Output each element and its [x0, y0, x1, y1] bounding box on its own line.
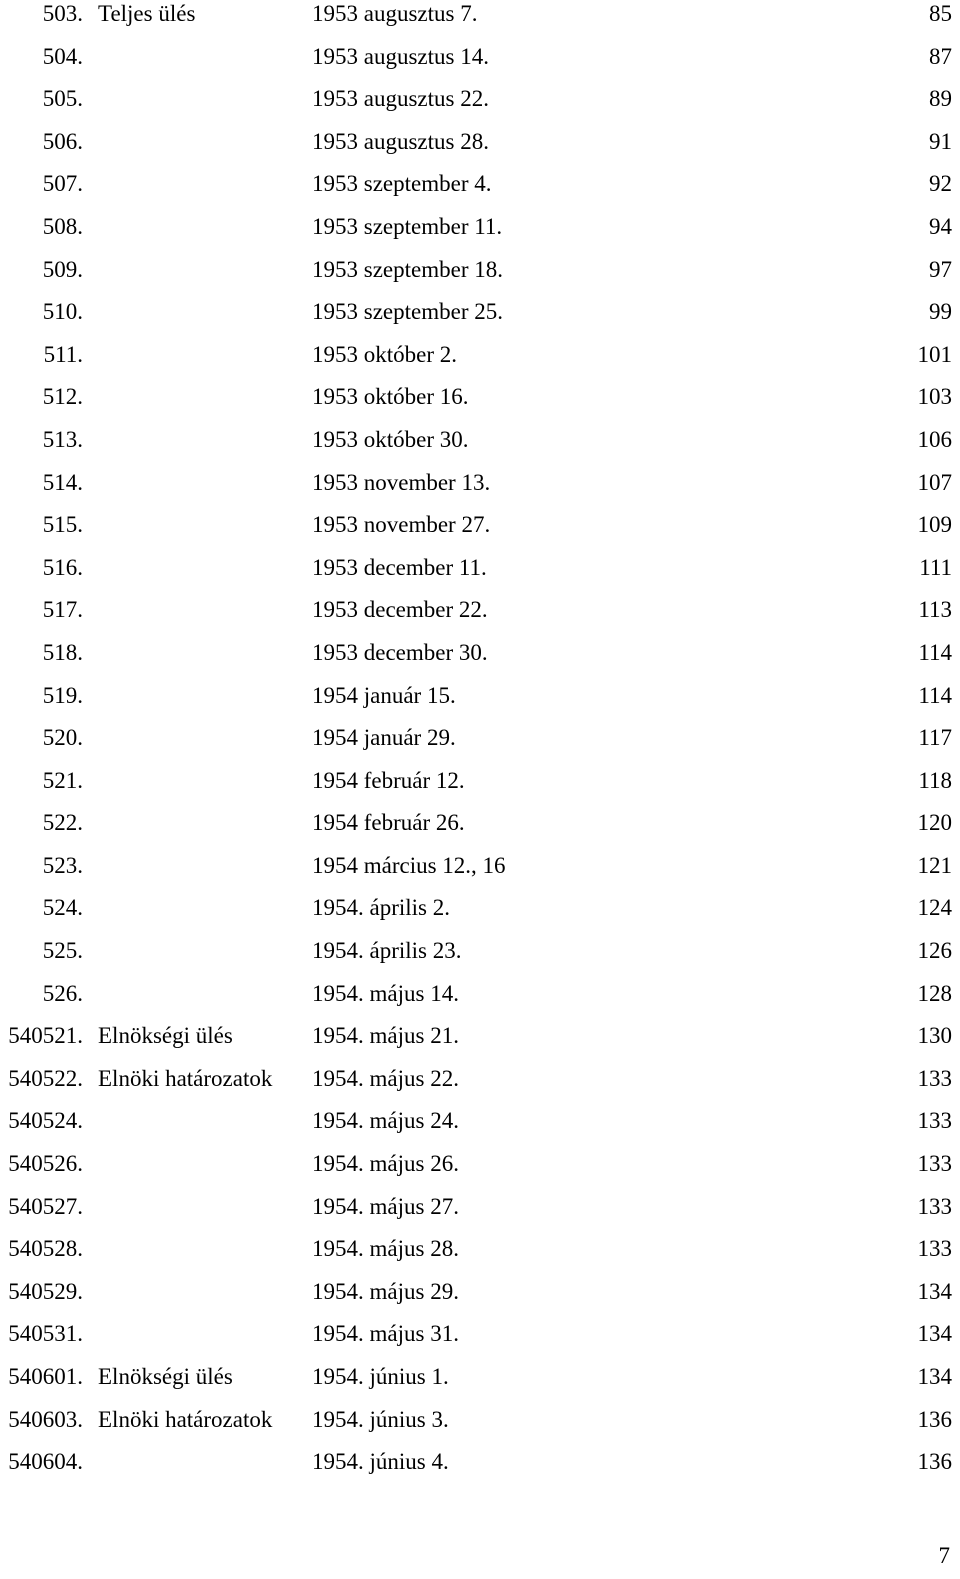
- session-date: 1953 december 11.: [312, 554, 487, 580]
- entry-number: 521.: [42, 767, 83, 793]
- session-date: 1954. május 24.: [312, 1108, 459, 1134]
- toc-row: [0, 469, 960, 512]
- entry-number: 526.: [42, 980, 83, 1006]
- toc-row: [0, 170, 960, 213]
- page-reference: 99: [929, 299, 952, 325]
- page-reference: 113: [918, 597, 952, 623]
- page-reference: 101: [917, 341, 952, 367]
- session-date: 1953 október 16.: [312, 384, 469, 410]
- page-reference: 85: [929, 1, 952, 26]
- toc-row: [0, 1150, 960, 1193]
- toc-row: [0, 383, 960, 426]
- session-date: 1953 augusztus 14.: [312, 43, 489, 69]
- page-reference: 128: [917, 980, 952, 1006]
- page-reference: 134: [917, 1321, 952, 1347]
- toc-row: [0, 298, 960, 341]
- session-date: 1954. május 28.: [312, 1236, 459, 1262]
- session-type: Elnöki határozatok: [98, 1406, 273, 1432]
- toc-row: [0, 1278, 960, 1321]
- entry-number: 512.: [42, 384, 83, 410]
- session-date: 1954. június 4.: [312, 1449, 449, 1475]
- page-reference: 91: [929, 128, 952, 154]
- page-reference: 109: [917, 512, 952, 538]
- session-date: 1953 augusztus 7.: [312, 1, 478, 26]
- page-reference: 133: [917, 1151, 952, 1177]
- session-date: 1954 január 29.: [312, 725, 456, 751]
- page-reference: 133: [917, 1193, 952, 1219]
- toc-row: [0, 682, 960, 725]
- page-reference: 92: [929, 171, 952, 197]
- page-reference: 120: [917, 810, 952, 836]
- session-type: Elnökségi ülés: [98, 1023, 233, 1049]
- toc-row: [0, 852, 960, 895]
- page-reference: 134: [917, 1278, 952, 1304]
- entry-number: 511.: [43, 341, 83, 367]
- toc-row: [0, 1320, 960, 1363]
- toc-row: [0, 937, 960, 980]
- entry-number: 540521.: [8, 1023, 83, 1049]
- page-reference: 136: [917, 1449, 952, 1475]
- page-reference: 121: [917, 852, 952, 878]
- session-date: 1953 augusztus 22.: [312, 86, 489, 112]
- session-date: 1954 február 26.: [312, 810, 465, 836]
- toc-row: [0, 596, 960, 639]
- session-date: 1953 december 22.: [312, 597, 488, 623]
- toc-row: [0, 1406, 960, 1449]
- toc-row: [0, 554, 960, 597]
- toc-row: [0, 1107, 960, 1150]
- session-date: 1954. május 27.: [312, 1193, 459, 1219]
- session-date: 1954 január 15.: [312, 682, 456, 708]
- page-reference: 89: [929, 86, 952, 112]
- page-reference: 117: [918, 725, 952, 751]
- page-reference: 133: [917, 1236, 952, 1262]
- entry-number: 508.: [42, 213, 83, 239]
- toc-row: [0, 1193, 960, 1236]
- entry-number: 525.: [42, 938, 83, 964]
- page-reference: 94: [929, 213, 952, 239]
- page-reference: 103: [917, 384, 952, 410]
- page-reference: 130: [917, 1023, 952, 1049]
- toc-row: [0, 639, 960, 682]
- session-type: Teljes ülés: [98, 1, 196, 26]
- entry-number: 540528.: [8, 1236, 83, 1262]
- entry-number: 518.: [42, 639, 83, 665]
- session-date: 1953 augusztus 28.: [312, 128, 489, 154]
- session-type: Elnökségi ülés: [98, 1364, 233, 1389]
- session-date: 1954. május 29.: [312, 1278, 459, 1304]
- session-date: 1954. június 3.: [312, 1406, 449, 1432]
- toc-row: [0, 1235, 960, 1278]
- page-reference: 126: [917, 938, 952, 964]
- page-reference: 124: [917, 895, 952, 921]
- session-date: 1953 szeptember 4.: [312, 171, 492, 197]
- toc-row: [0, 128, 960, 171]
- session-date: 1953 október 2.: [312, 341, 458, 367]
- session-date: 1954 február 12.: [312, 767, 465, 793]
- page-reference: 107: [917, 469, 952, 495]
- page-number: 7: [938, 1543, 950, 1568]
- entry-number: 524.: [42, 895, 83, 921]
- session-date: 1953 szeptember 18.: [312, 256, 503, 282]
- page-reference: 134: [917, 1364, 952, 1389]
- session-date: 1953 december 30.: [312, 639, 488, 665]
- toc-row: [0, 511, 960, 554]
- entry-number: 509.: [42, 256, 83, 282]
- session-date: 1954. május 14.: [312, 980, 459, 1006]
- entry-number: 507.: [42, 171, 83, 197]
- toc-row: [0, 809, 960, 852]
- entry-number: 540601.: [8, 1364, 83, 1389]
- session-date: 1954. április 23.: [312, 938, 462, 964]
- page-reference: 133: [917, 1108, 952, 1134]
- session-date: 1954. május 22.: [312, 1065, 459, 1091]
- entry-number: 540524.: [8, 1108, 83, 1134]
- entry-number: 513.: [42, 426, 83, 452]
- toc-row: [0, 85, 960, 128]
- session-date: 1954 március 12., 16: [312, 852, 506, 878]
- entry-number: 503.: [42, 1, 83, 26]
- toc-row: [0, 724, 960, 767]
- page-reference: 111: [919, 554, 952, 580]
- page-reference: 114: [918, 682, 952, 708]
- entry-number: 540529.: [8, 1278, 83, 1304]
- entry-number: 516.: [42, 554, 83, 580]
- toc-row: [0, 1022, 960, 1065]
- page-reference: 133: [917, 1065, 952, 1091]
- session-date: 1954. április 2.: [312, 895, 450, 921]
- entry-number: 540603.: [8, 1406, 83, 1432]
- session-date: 1954. május 31.: [312, 1321, 459, 1347]
- entry-number: 506.: [42, 128, 83, 154]
- toc-row: [0, 1065, 960, 1108]
- session-date: 1953 november 27.: [312, 512, 491, 538]
- entry-number: 523.: [42, 852, 83, 878]
- entry-number: 540531.: [8, 1321, 83, 1347]
- session-date: 1953 november 13.: [312, 469, 491, 495]
- toc-row: [0, 0, 960, 43]
- page-reference: 87: [929, 43, 952, 69]
- page-reference: 106: [917, 426, 952, 452]
- page-reference: 118: [918, 767, 952, 793]
- entry-number: 540522.: [8, 1065, 83, 1091]
- entry-number: 540527.: [8, 1193, 83, 1219]
- entry-number: 510.: [42, 299, 83, 325]
- entry-number: 520.: [42, 725, 83, 751]
- entry-number: 505.: [42, 86, 83, 112]
- entry-number: 522.: [42, 810, 83, 836]
- page-reference: 114: [918, 639, 952, 665]
- entry-number: 540604.: [8, 1449, 83, 1475]
- toc-row: [0, 426, 960, 469]
- session-date: 1954. június 1.: [312, 1364, 449, 1389]
- toc-row: [0, 1448, 960, 1491]
- entry-number: 517.: [42, 597, 83, 623]
- session-date: 1953 szeptember 25.: [312, 299, 503, 325]
- toc-row: [0, 256, 960, 299]
- toc-row: [0, 43, 960, 86]
- toc-row: [0, 980, 960, 1023]
- entry-number: 514.: [42, 469, 83, 495]
- session-date: 1954. május 21.: [312, 1023, 459, 1049]
- session-date: 1953 szeptember 11.: [312, 213, 503, 239]
- entry-number: 504.: [42, 43, 83, 69]
- session-type: Elnöki határozatok: [98, 1065, 273, 1091]
- session-date: 1953 október 30.: [312, 426, 469, 452]
- toc-row: [0, 767, 960, 810]
- toc-row: [0, 341, 960, 384]
- entry-number: 515.: [42, 512, 83, 538]
- toc-row: [0, 894, 960, 937]
- entry-number: 519.: [42, 682, 83, 708]
- page-reference: 136: [917, 1406, 952, 1432]
- toc-row: [0, 213, 960, 256]
- entry-number: 540526.: [8, 1151, 83, 1177]
- toc-row: [0, 1363, 960, 1406]
- session-date: 1954. május 26.: [312, 1151, 459, 1177]
- page-reference: 97: [929, 256, 952, 282]
